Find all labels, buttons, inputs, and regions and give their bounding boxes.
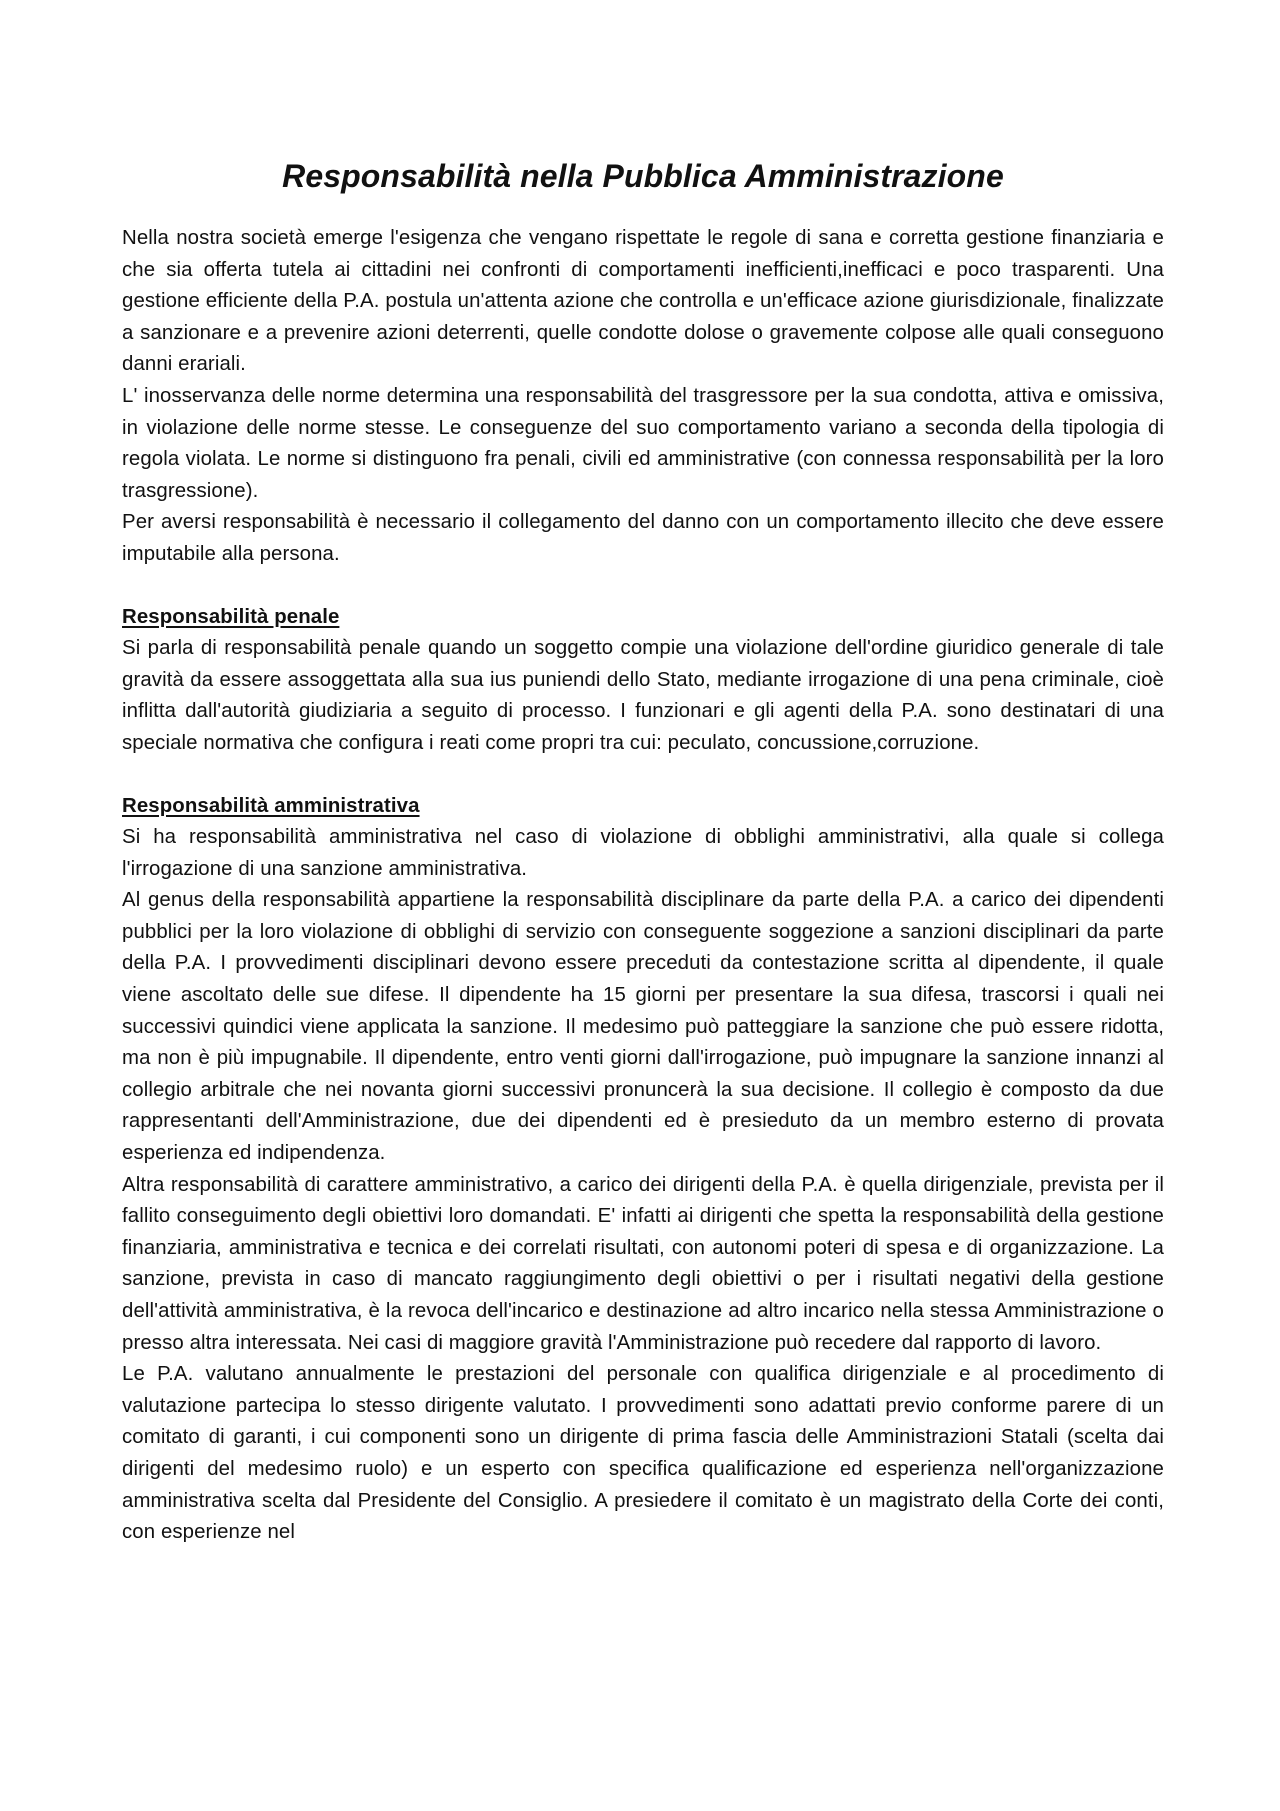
- section-responsabilita-amministrativa: [122, 791, 1164, 1549]
- document-page: [122, 0, 1164, 1549]
- section-heading-amministrativa: Responsabilità amministrativa: [122, 794, 420, 817]
- amministrativa-paragraph-4: Le P.A. valutano annualmente le prestazioni del personale con qualifica dirigenziale e al procedimento di valutazione partecipa lo stesso dirigente valutato. I provvedimenti sono adattati previo conforme parere di un comitato di garanti, i cui componenti sono un dirigente di prima fascia delle Amministrazioni Statali (scelta dai dirigenti del medesimo ruolo) e un esperto con specifica qualificazione ed esperienza nell'organizzazione amministrativa scelta dal Presidente del Consiglio. A presiedere il comitato è un magistrato della Corte dei conti, con esperienze nel: [122, 1363, 1164, 1544]
- intro-paragraph-2: L' inosservanza delle norme determina una responsabilità del trasgressore per la sua condotta, attiva e omissiva, in violazione delle norme stesse. Le conseguenze del suo comportamento variano a seconda della tipologia di regola violata. Le norme si distinguono fra penali, civili ed amministrative (con connessa responsabilità per la loro trasgressione).: [122, 384, 1164, 502]
- amministrativa-paragraph-1: Si ha responsabilità amministrativa nel caso di violazione di obblighi amministrativi, alla quale si collega l'irrogazione di una sanzione amministrativa.: [122, 826, 1164, 880]
- intro-section: [122, 223, 1164, 571]
- section-heading-penale: Responsabilità penale: [122, 605, 340, 628]
- penale-paragraph-1: Si parla di responsabilità penale quando un soggetto compie una violazione dell'ordine giuridico generale di tale gravità da essere assoggettata alla sua ius puniendi dello Stato, mediante irrogazione di una pena criminale, cioè inflitta dall'autorità giudiziaria a seguito di processo. I funzionari e gli agenti della P.A. sono destinatari di una speciale normativa che configura i reati come propri tra cui: peculato, concussione,corruzione.: [122, 637, 1164, 754]
- section-responsabilita-penale: [122, 602, 1164, 760]
- page-title: Responsabilità nella Pubblica Amministrazione: [282, 158, 1004, 194]
- amministrativa-paragraph-2: Al genus della responsabilità appartiene la responsabilità disciplinare da parte della P.A. a carico dei dipendenti pubblici per la loro violazione di obblighi di servizio con conseguente soggezione a sanzioni disciplinari da parte della P.A. I provvedimenti disciplinari devono essere preceduti da contestazione scritta al dipendente, il quale viene ascoltato delle sue difese. Il dipendente ha 15 giorni per presentare la sua difesa, trascorsi i quali nei successivi quindici viene applicata la sanzione. Il medesimo può patteggiare la sanzione che può essere ridotta, ma non è più impugnabile. Il dipendente, entro venti giorni dall'irrogazione, può impugnare la sanzione innanzi al collegio arbitrale che nei novanta giorni successivi pronuncerà la sua decisione. Il collegio è composto da due rappresentanti dell'Amministrazione, due dei dipendenti ed è presieduto da un membro esterno di provata esperienza ed indipendenza.: [122, 889, 1164, 1165]
- intro-paragraph-3: Per aversi responsabilità è necessario il collegamento del danno con un comportamento illecito che deve essere imputabile alla persona.: [122, 511, 1164, 565]
- amministrativa-paragraph-3: Altra responsabilità di carattere amministrativo, a carico dei dirigenti della P.A. è quella dirigenziale, prevista per il fallito conseguimento degli obiettivi loro domandati. E' infatti ai dirigenti che spetta la responsabilità della gestione finanziaria, amministrativa e tecnica e dei correlati risultati, con autonomi poteri di spesa e di organizzazione. La sanzione, prevista in caso di mancato raggiungimento degli obiettivi o per i risultati negativi della gestione dell'attività amministrativa, è la revoca dell'incarico e destinazione ad altro incarico nella stessa Amministrazione o presso altra interessata. Nei casi di maggiore gravità l'Amministrazione può recedere dal rapporto di lavoro.: [122, 1173, 1164, 1354]
- intro-paragraph-1: Nella nostra società emerge l'esigenza che vengano rispettate le regole di sana e corretta gestione finanziaria e che sia offerta tutela ai cittadini nei confronti di comportamenti inefficienti,inefficaci e poco trasparenti. Una gestione efficiente della P.A. postula un'attenta azione che controlla e un'efficace azione giurisdizionale, finalizzate a sanzionare e a prevenire azioni deterrenti, quelle condotte dolose o gravemente colpose alle quali conseguono danni erariali.: [122, 227, 1164, 376]
